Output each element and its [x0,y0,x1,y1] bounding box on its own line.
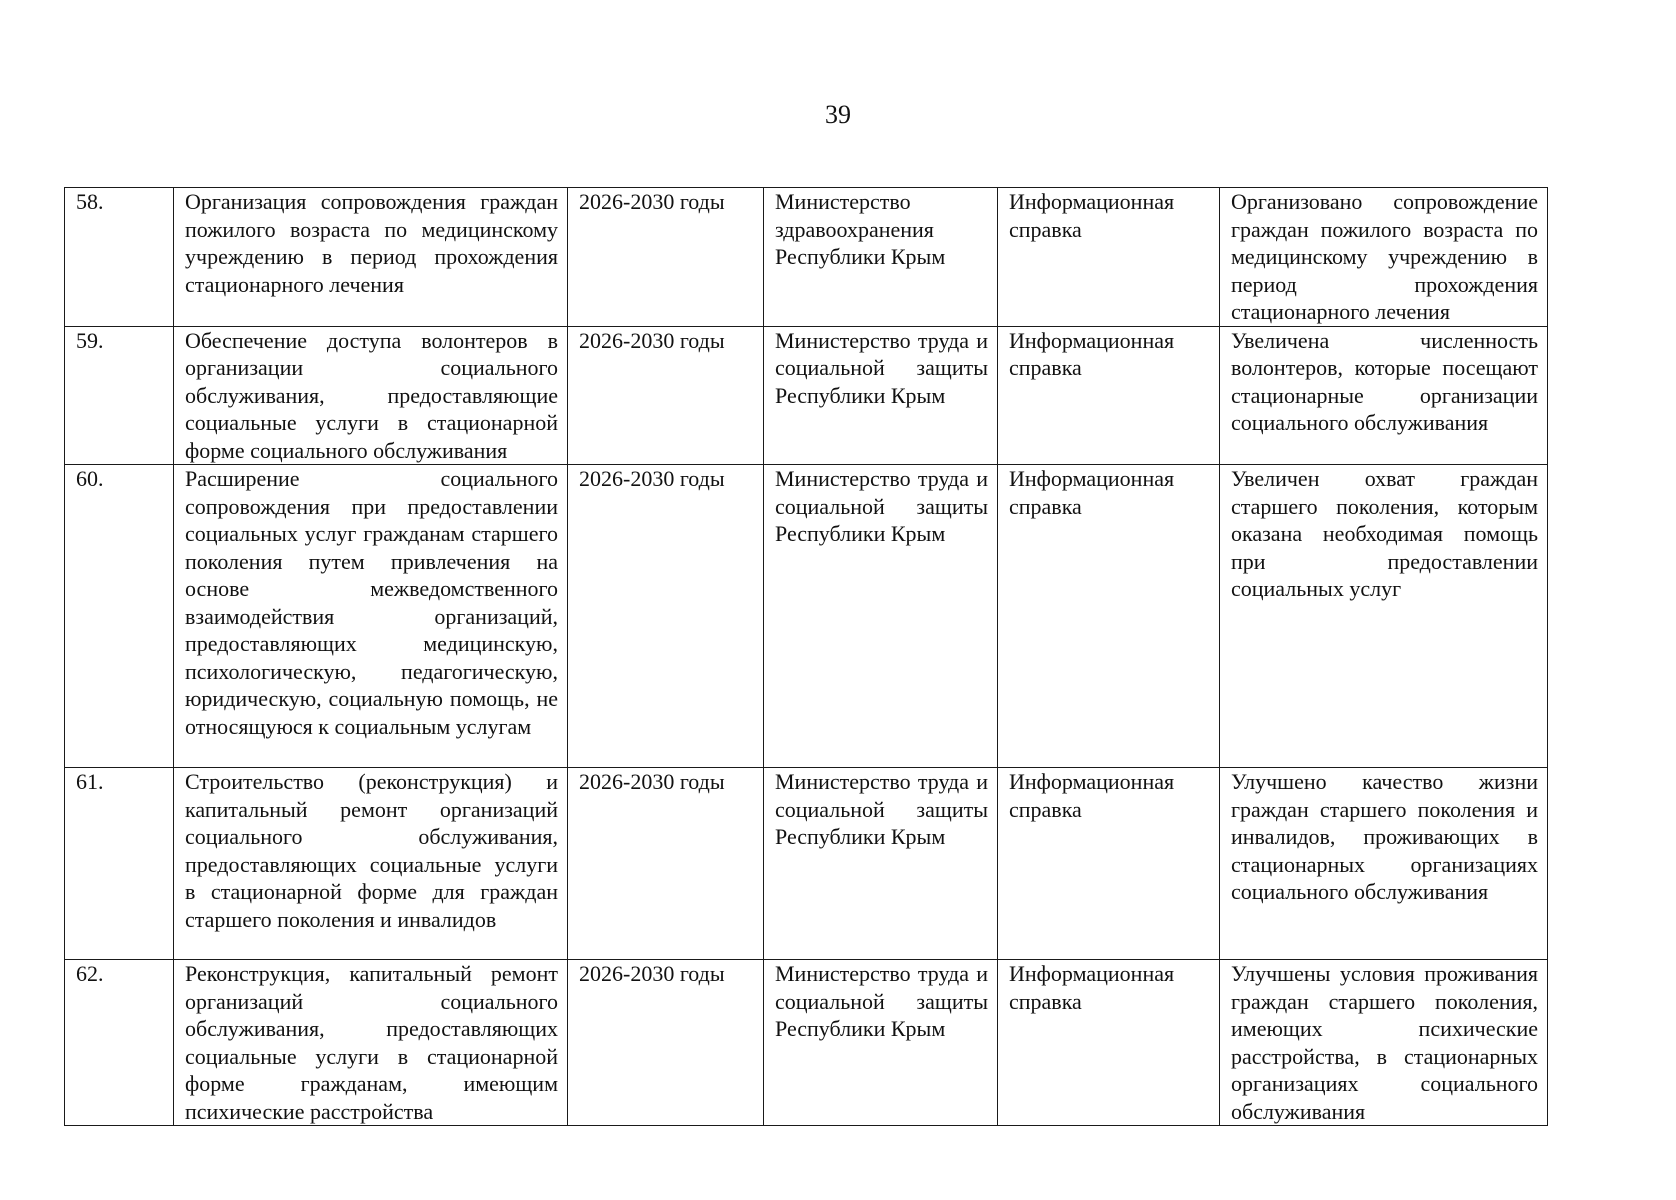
implementation-period: 2026-2030 годы [568,465,764,768]
expected-result: Увеличен охват граждан старшего поколения, которым оказана необходимая помощь при предоставлении социальных услуг [1220,465,1548,768]
responsible-executor: Министерство труда и социальной защиты Республики Крым [764,960,998,1126]
responsible-executor: Министерство труда и социальной защиты Республики Крым [764,326,998,465]
event-description: Реконструкция, капитальный ремонт организаций социального обслуживания, предоставляющих социальные услуги в стационарной форме гражданам, имеющим психические расстройства [174,960,568,1126]
expected-result: Организовано сопровождение граждан пожилого возраста по медицинскому учреждению в период прохождения стационарного лечения [1220,188,1548,327]
implementation-period: 2026-2030 годы [568,768,764,960]
row-number: 58. [65,188,174,327]
row-number: 62. [65,960,174,1126]
implementation-period: 2026-2030 годы [568,326,764,465]
reporting-form: Информационная справка [998,960,1220,1126]
event-description: Обеспечение доступа волонтеров в организации социального обслуживания, предоставляющие социальные услуги в стационарной форме социального обслуживания [174,326,568,465]
reporting-form: Информационная справка [998,326,1220,465]
table-row [65,960,1548,1126]
responsible-executor: Министерство труда и социальной защиты Республики Крым [764,465,998,768]
implementation-period: 2026-2030 годы [568,188,764,327]
table-row [65,188,1548,327]
reporting-form: Информационная справка [998,768,1220,960]
reporting-form: Информационная справка [998,465,1220,768]
table-row [65,465,1548,768]
expected-result: Улучшены условия проживания граждан старшего поколения, имеющих психические расстройства, в стационарных организациях социального обслуживания [1220,960,1548,1126]
event-description: Расширение социального сопровождения при предоставлении социальных услуг гражданам старшего поколения путем привлечения на основе межведомственного взаимодействия организаций, предоставляющих медицинскую, психологическую, педагогическую, юридическую, социальную помощь, не относящуюся к социальным услугам [174,465,568,768]
expected-result: Улучшено качество жизни граждан старшего поколения и инвалидов, проживающих в стационарных организациях социального обслуживания [1220,768,1548,960]
row-number: 60. [65,465,174,768]
implementation-period: 2026-2030 годы [568,960,764,1126]
event-description: Организация сопровождения граждан пожилого возраста по медицинскому учреждению в период прохождения стационарного лечения [174,188,568,327]
reporting-form: Информационная справка [998,188,1220,327]
row-number: 59. [65,326,174,465]
expected-result: Увеличена численность волонтеров, которые посещают стационарные организации социального обслуживания [1220,326,1548,465]
row-number: 61. [65,768,174,960]
responsible-executor: Министерство здравоохранения Республики Крым [764,188,998,327]
page-number: 39 [825,100,851,129]
responsible-executor: Министерство труда и социальной защиты Республики Крым [764,768,998,960]
event-description: Строительство (реконструкция) и капитальный ремонт организаций социального обслуживания, предоставляющих социальные услуги в стационарной форме для граждан старшего поколения и инвалидов [174,768,568,960]
table-row [65,768,1548,960]
measures-table [64,187,1548,1126]
table-row [65,326,1548,465]
